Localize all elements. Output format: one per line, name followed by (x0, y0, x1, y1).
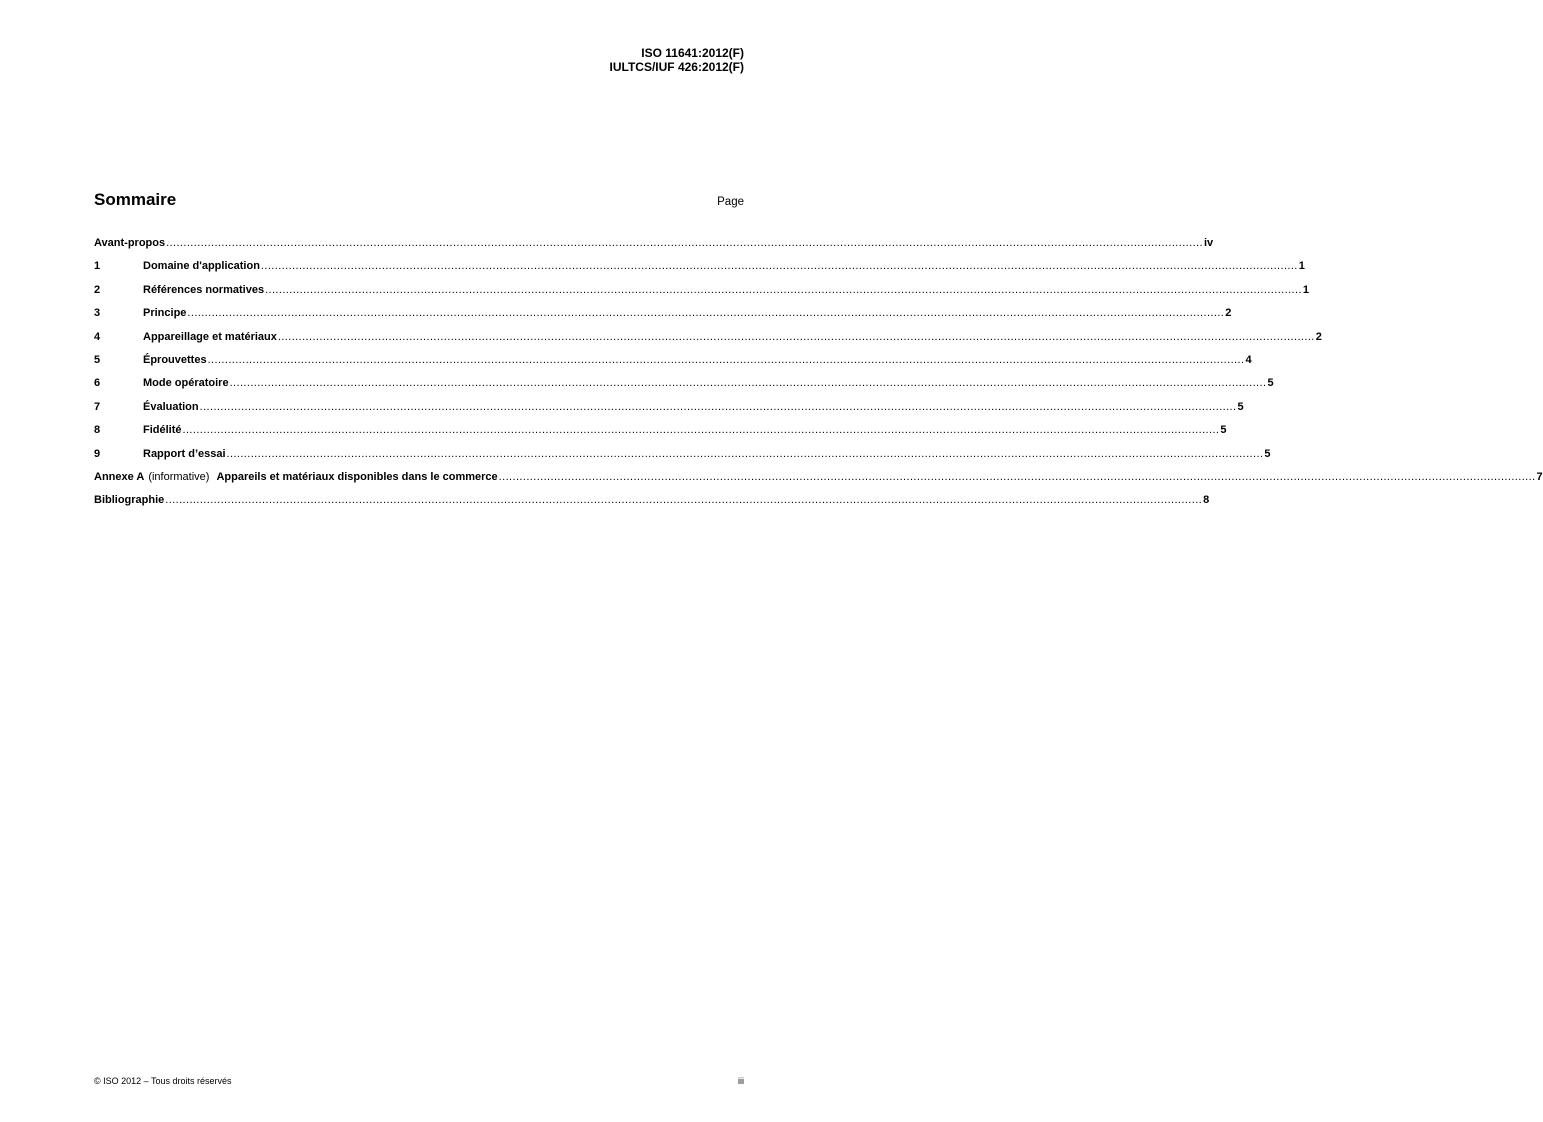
table-of-contents (94, 237, 1543, 518)
copyright-notice: © ISO 2012 – Tous droits réservés (94, 1076, 232, 1086)
toc-entry-title: Éprouvettes (143, 353, 207, 366)
page-footer (94, 1076, 744, 1086)
toc-entry-page: 5 (1220, 424, 1227, 437)
toc-entry-page: 7 (1536, 470, 1543, 483)
page-number: iii (738, 1076, 744, 1086)
standard-number: ISO 11641:2012(F) (641, 46, 744, 60)
toc-entry-number: 4 (94, 330, 101, 343)
toc-entry-number: 8 (94, 424, 101, 437)
toc-entry-number: 3 (94, 307, 101, 320)
toc-entry-annex-title: Appareils et matériaux disponibles dans le commerce (216, 470, 498, 483)
toc-entry-title: Rapport d’essai (143, 447, 226, 460)
toc-leader-dots: ............................................................................................................................................................................................................................................................................................................ (498, 470, 1536, 483)
toc-entry-title: Avant-propos (94, 237, 166, 249)
toc-entry-page: 2 (1315, 330, 1322, 343)
toc-entry-title: Fidélité (143, 424, 182, 437)
toc-leader-dots: ............................................................................................................................................................................................................................................................................................................ (187, 307, 1225, 320)
toc-entry-avant-propos[interactable] (94, 237, 1214, 260)
toc-entry-annex-type: (informative) (148, 470, 210, 483)
toc-entry-annexe-a[interactable] (94, 470, 1543, 494)
toc-leader-dots: ............................................................................................................................................................................................................................................................................................................ (182, 424, 1220, 437)
toc-leader-dots: ............................................................................................................................................................................................................................................................................................................ (207, 353, 1245, 366)
toc-heading-row (94, 190, 744, 210)
toc-entry-title: Mode opératoire (143, 377, 229, 390)
toc-leader-dots: ............................................................................................................................................................................................................................................................................................................ (226, 447, 1264, 460)
toc-entry-number: 5 (94, 353, 101, 366)
toc-entry-title: Références normatives (143, 283, 265, 296)
toc-entry-4[interactable] (94, 330, 1322, 354)
toc-entry-page: 5 (1237, 400, 1244, 413)
toc-leader-dots: ............................................................................................................................................................................................................................................................................................................ (265, 283, 1302, 296)
toc-entry-title: Principe (143, 307, 187, 320)
toc-title: Sommaire (94, 190, 177, 209)
toc-entry-title: Annexe A (94, 470, 145, 483)
toc-leader-dots: ............................................................................................................................................................................................................................................................................................................ (165, 494, 1203, 507)
toc-entry-number: 2 (94, 283, 101, 296)
toc-page-label: Page (717, 196, 744, 208)
toc-leader-dots: ............................................................................................................................................................................................................................................................................................................ (229, 377, 1267, 390)
toc-entry-7[interactable] (94, 400, 1244, 424)
toc-entry-page: 8 (1203, 494, 1210, 507)
toc-entry-title: Évaluation (143, 400, 199, 413)
toc-entry-2[interactable] (94, 283, 1310, 307)
toc-leader-dots: ............................................................................................................................................................................................................................................................................................................ (199, 400, 1237, 413)
toc-entry-9[interactable] (94, 447, 1271, 471)
toc-leader-dots: ............................................................................................................................................................................................................................................................................................................ (260, 260, 1298, 273)
toc-entry-number: 6 (94, 377, 101, 390)
toc-entry-page: 5 (1264, 447, 1271, 460)
toc-entry-page: 1 (1298, 260, 1305, 273)
toc-entry-number: 7 (94, 400, 101, 413)
toc-entry-8[interactable] (94, 424, 1227, 447)
toc-entry-title: Appareillage et matériaux (143, 330, 277, 343)
toc-leader-dots: ............................................................................................................................................................................................................................................................................................................ (277, 330, 1315, 343)
standard-number-secondary: IULTCS/IUF 426:2012(F) (609, 60, 744, 74)
toc-entry-number: 1 (94, 260, 101, 273)
toc-entry-5[interactable] (94, 353, 1252, 377)
toc-entry-1[interactable] (94, 260, 1305, 283)
toc-entry-page: 1 (1302, 283, 1310, 296)
toc-entry-page: iv (1203, 237, 1214, 249)
document-header (610, 46, 744, 74)
toc-leader-dots: ............................................................................................................................................................................................................................................................................................................ (166, 237, 1203, 249)
toc-entry-page: 4 (1245, 353, 1252, 366)
toc-entry-title: Domaine d'application (143, 260, 260, 273)
toc-entry-6[interactable] (94, 377, 1274, 400)
toc-entry-title: Bibliographie (94, 494, 165, 507)
toc-entry-page: 2 (1225, 307, 1232, 320)
toc-entry-3[interactable] (94, 307, 1232, 330)
toc-entry-bibliographie[interactable] (94, 494, 1210, 517)
toc-entry-page: 5 (1267, 377, 1274, 390)
toc-entry-number: 9 (94, 447, 101, 460)
